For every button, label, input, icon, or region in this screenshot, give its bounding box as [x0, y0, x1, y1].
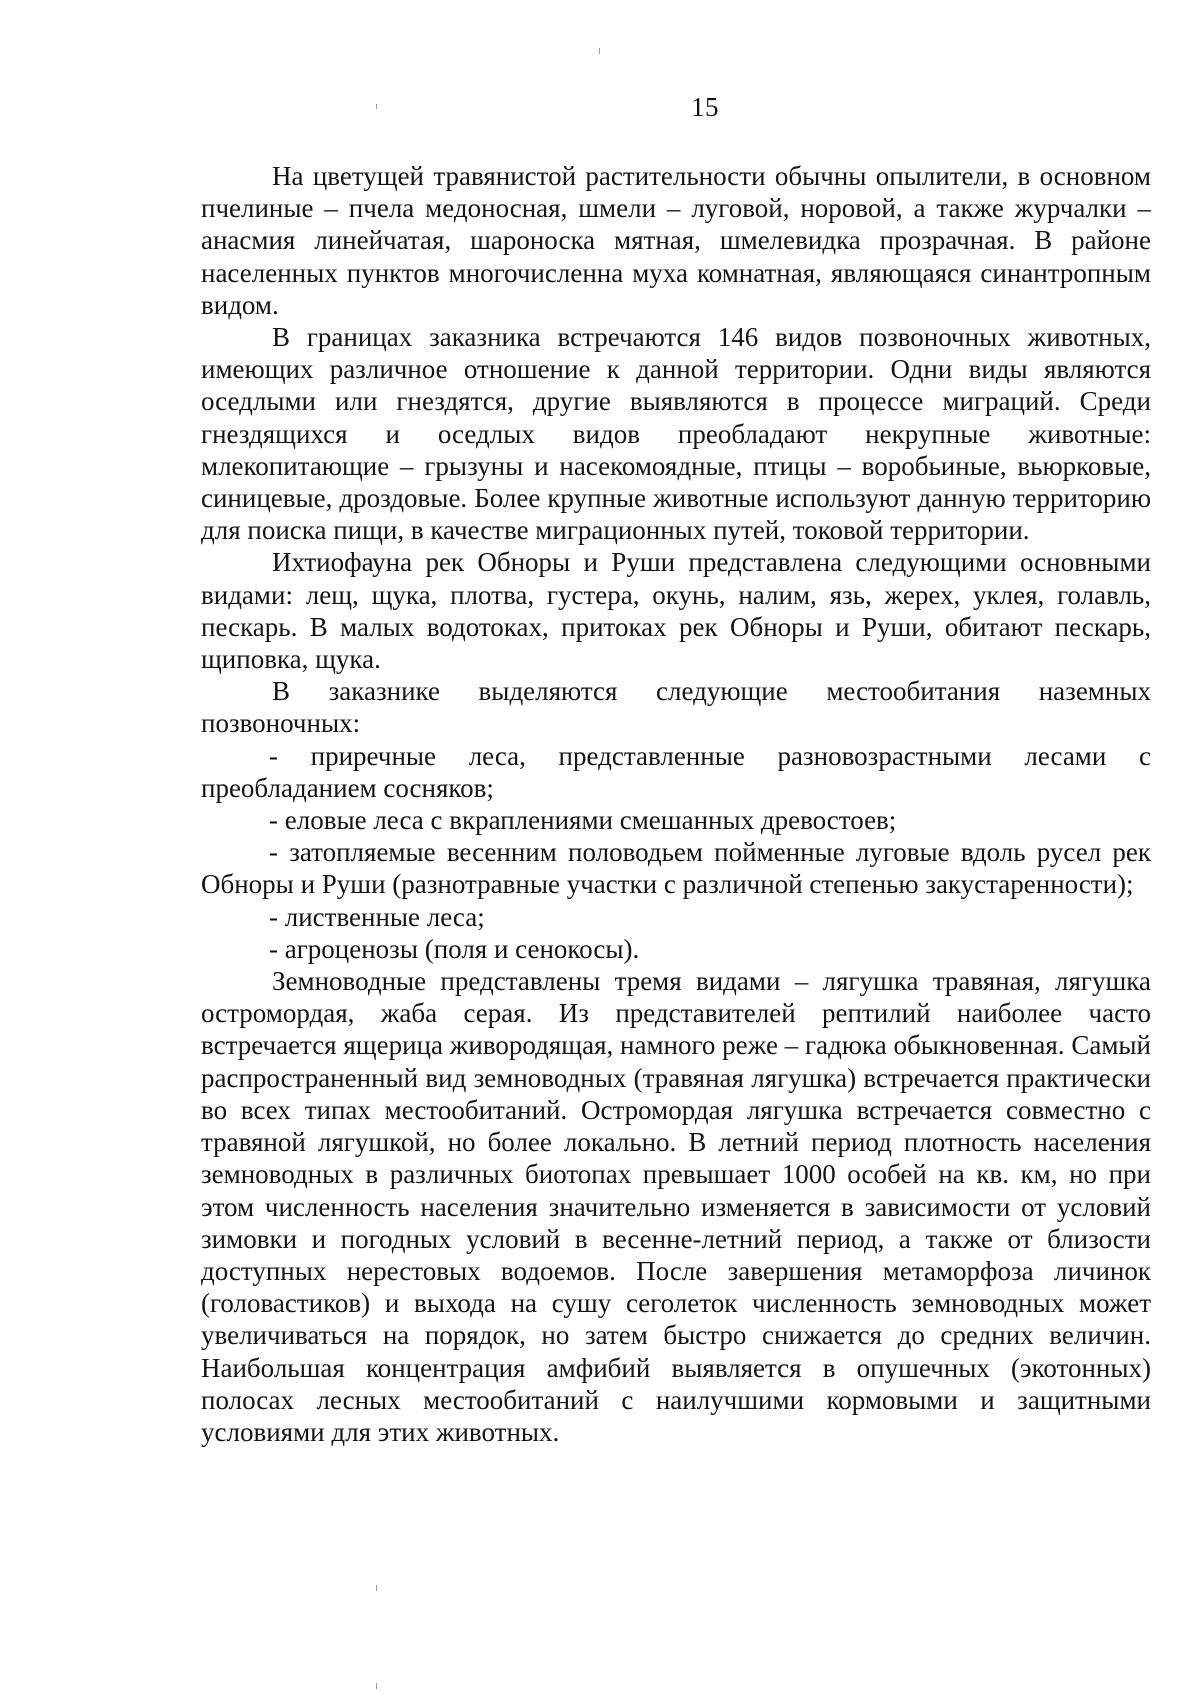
- habitat-item-riverside-forests: - приречные леса, представленные разновозрастными лесами с преобладанием сосняков;: [201, 740, 1151, 803]
- habitat-item-floodplain-meadows: - затопляемые весенним половодьем пойменные луговые вдоль русел рек Обноры и Руши (разнотравные участки с различной степенью закустаренности);: [201, 837, 1151, 900]
- paragraph-amphibians: Земноводные представлены тремя видами – лягушка травяная, лягушка остромордая, жаба серая. Из представителей рептилий наиболее часто встречается ящерица живородящая, намного реже – гадюка обыкновенная. Самый распространенный вид земноводных (травяная лягушка) встречается практически во всех типах местообитаний. Остромордая лягушка встречается совместно с травяной лягушкой, но более локально. В летний период плотность населения земноводных в различных биотопах превышает 1000 особей на кв. км, но при этом численность населения значительно изменяется в зависимости от условий зимовки и погодных условий в весенне-летний период, а также от близости доступных нерестовых водоемов. После завершения метаморфоза личинок (головастиков) и выхода на сушу сеголеток численность земноводных может увеличиваться на порядок, но затем быстро снижается до средних величин. Наибольшая концентрация амфибий выявляется в опушечных (экотонных) полосах лесных местообитаний с наилучшими кормовыми и защитными условиями для этих животных.: [201, 966, 1151, 1447]
- scan-artifact: [376, 1683, 377, 1689]
- scan-artifact: [376, 1585, 377, 1591]
- paragraph-vertebrates: В границах заказника встречаются 146 видов позвоночных животных, имеющих различное отношение к данной территории. Одни виды являются оседлыми или гнездятся, другие выявляются в процессе миграций. Среди гнездящихся и оседлых видов преобладают некрупные животные: млекопитающие – грызуны и насекомоядные, птицы – воробьиные, вьюрковые, синицевые, дроздовые. Более крупные животные используют данную территорию для поиска пищи, в качестве миграционных путей, токовой территории.: [201, 322, 1151, 546]
- habitat-item-spruce-forests: - еловые леса с вкраплениями смешанных древостоев;: [269, 805, 897, 836]
- page-number: 15: [691, 92, 719, 122]
- document-body: [201, 160, 1151, 1448]
- scan-artifact: [599, 48, 600, 54]
- paragraph-habitats-intro: В заказнике выделяются следующие местообитания наземных позвоночных:: [201, 676, 1151, 739]
- habitat-item-agrocenoses: - агроценозы (поля и сенокосы).: [269, 933, 640, 964]
- habitat-item-deciduous-forests: - лиственные леса;: [269, 901, 485, 932]
- paragraph-ichthyofauna: Ихтиофауна рек Обноры и Руши представлена следующими основными видами: лещ, щука, плотва, густера, окунь, налим, язь, жерех, уклея, голавль, пескарь. В малых водотоках, притоках рек Обноры и Руши, обитают пескарь, щиповка, щука.: [201, 547, 1151, 675]
- scan-artifact: [376, 104, 377, 109]
- paragraph-pollinators: На цветущей травянистой растительности обычны опылители, в основном пчелиные – пчела медоносная, шмели – луговой, норовой, а также журчалки – анасмия линейчатая, шароноска мятная, шмелевидка прозрачная. В районе населенных пунктов многочисленна муха комнатная, являющаяся синантропным видом.: [201, 161, 1151, 320]
